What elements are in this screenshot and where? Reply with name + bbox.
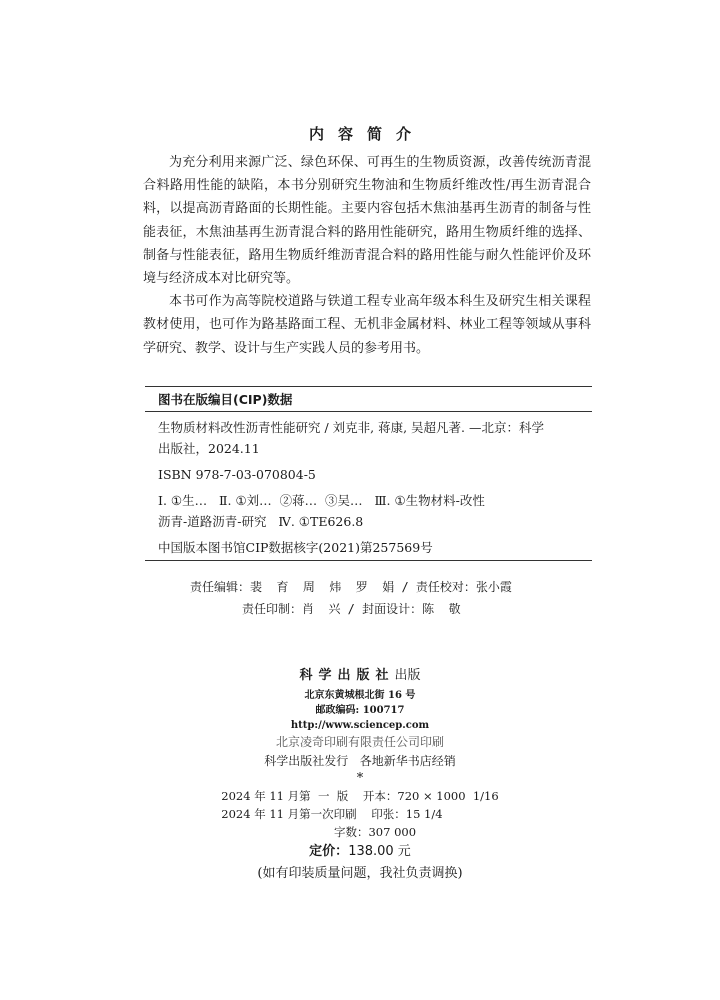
edition-info [221, 787, 498, 823]
price-line [0, 841, 720, 863]
summary-body [143, 151, 591, 360]
summary-paragraph-2: 本书可作为高等院校道路与铁道工程专业高年级本科生及研究生相关课程教材使用，也可作为路基路面工程、无机非金属材料、林业工程等领域从事科学研究、教学、设计与生产实践人员的参考用书。 [143, 294, 591, 356]
printer-line: 北京凌奇印刷有限责任公司印刷 [275, 735, 444, 749]
publisher-block [0, 662, 720, 885]
cip-citation-line-1: 生物质材料改性沥青性能研究 / 刘克非, 蒋康, 吴超凡著. —北京：科学 [158, 420, 544, 435]
credits-line-1: 责任编辑：裴 育 周 炜 罗 娟 / 责任校对：张小霞 [190, 580, 512, 594]
cip-heading: 图书在版编目(CIP)数据 [145, 387, 592, 412]
cip-classification-line-2: 沥青-道路沥青-研究 Ⅳ. ①TE626.8 [158, 514, 364, 529]
separator-star: * [356, 771, 364, 786]
staff-credits [0, 576, 720, 620]
word-count: 字数：307 000 [333, 825, 417, 839]
summary-paragraph-1: 为充分利用来源广泛、绿色环保、可再生的生物质资源，改善传统沥青混合料路用性能的缺陷，本书分别研究生物油和生物质纤维改性/再生沥青混合料，以提高沥青路面的长期性能。主要内容包括木焦油基再生沥青的制备与性能表征，木焦油基再生沥青混合料的路用性能研究，路用生物质纤维的选择、制备与性能表征，路用生物质纤维沥青混合料的路用性能与耐久性能评价及环境与经济成本对比研究等。 [143, 155, 591, 287]
distribution-line: 科学出版社发行 各地新华书店经销 [264, 754, 456, 768]
publisher-line [0, 662, 720, 688]
publisher-logo-name: 科学出版社 [299, 668, 395, 683]
publisher-postcode: 邮政编码: 100717 [315, 705, 405, 716]
publisher-address: 北京东黄城根北街 16 号 [304, 690, 416, 701]
price-value: 138.00 元 [348, 844, 411, 859]
cip-block [145, 386, 592, 561]
cip-isbn: ISBN 978-7-03-070804-5 [158, 467, 316, 482]
quality-note: (如有印装质量问题，我社负责调换) [257, 866, 463, 881]
cip-classification-line-1: Ⅰ. ①生… Ⅱ. ①刘… ②蒋… ③吴… Ⅲ. ①生物材料-改性 [158, 493, 485, 508]
credits-line-2: 责任印制：肖 兴 / 封面设计：陈 敬 [242, 602, 461, 616]
edition-line-1: 2024 年 11 月第 一 版 开本：720 × 1000 1/16 [221, 789, 499, 803]
cip-number: 中国版本图书馆CIP数据核字(2021)第257569号 [158, 540, 433, 555]
publisher-url: http://www.sciencep.com [290, 720, 430, 731]
publisher-suffix: 出版 [394, 668, 421, 683]
summary-title: 内容简介 [308, 125, 425, 143]
price-label: 定价： [309, 844, 349, 859]
edition-line-2: 2024 年 11 月第一次印刷 印张：15 1/4 [221, 807, 443, 821]
cip-citation-line-2: 出版社，2024.11 [158, 441, 260, 456]
